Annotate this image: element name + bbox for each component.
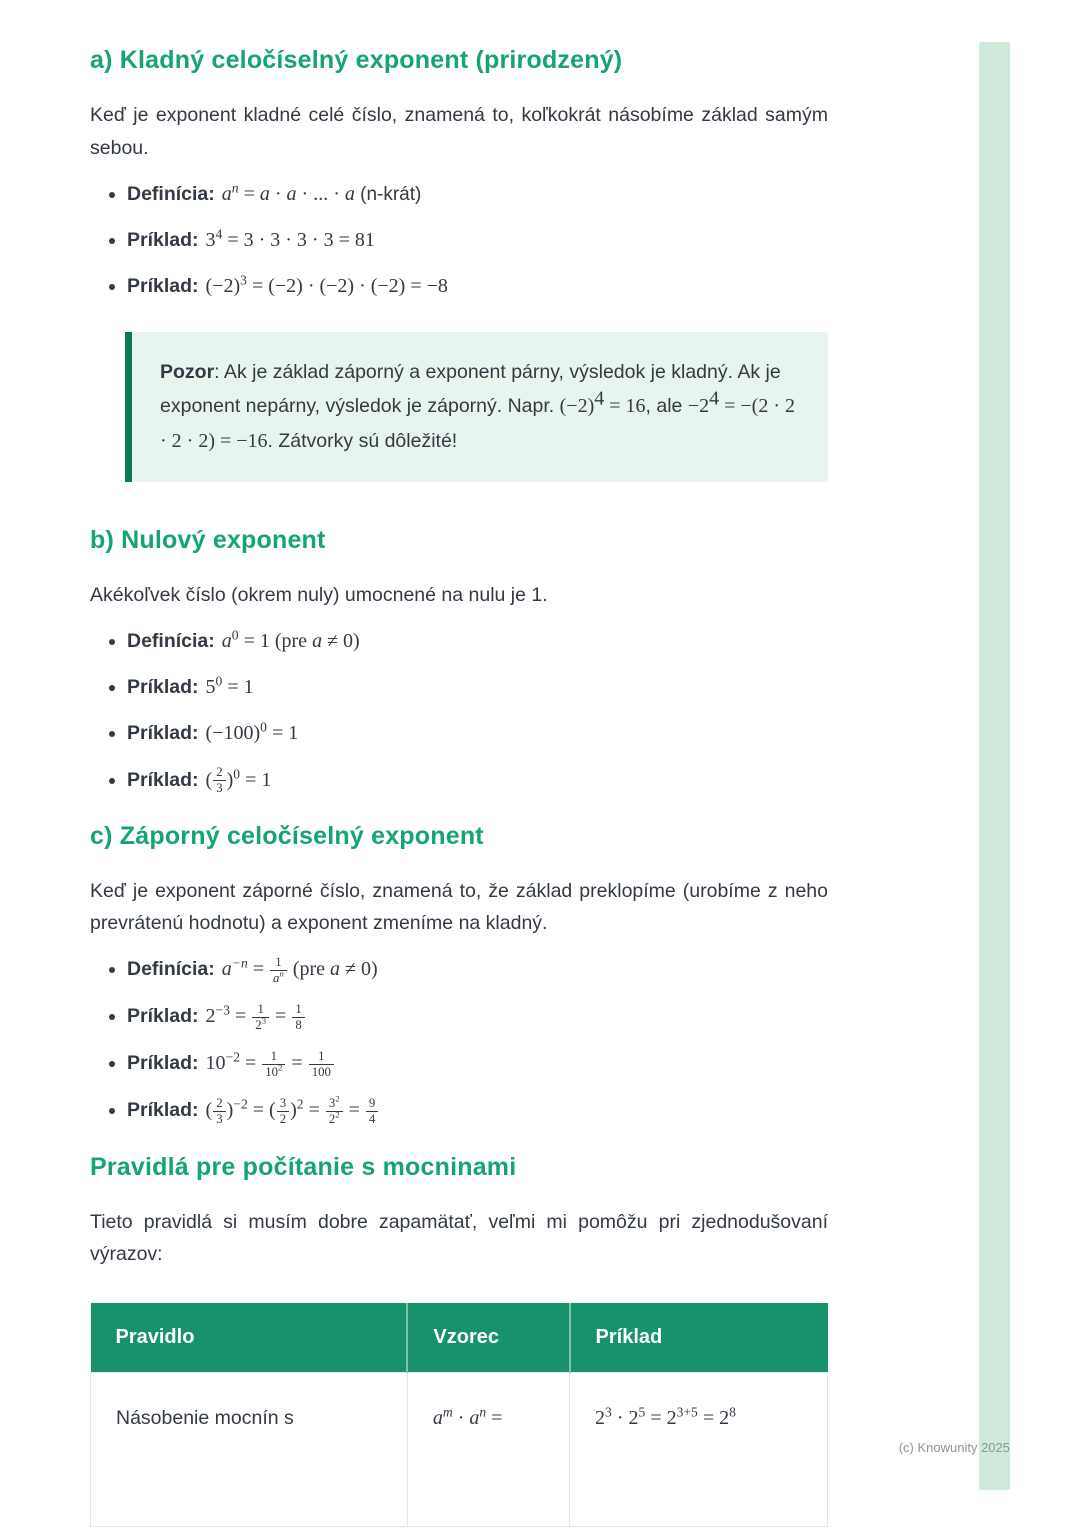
bullet-label: Príklad:: [127, 676, 199, 699]
table-row: [91, 1373, 828, 1527]
cell-math: $2^3 \cdot 2^5 = 2^{3+5} = 2^8$: [595, 1404, 736, 1430]
copyright-footer: (c) Knowunity 2025: [898, 1440, 1010, 1455]
column-header-vzorec: Vzorec: [407, 1303, 569, 1373]
callout-text: Pozor: Ak je základ záporný a exponent párny, výsledok je kladný. Ak je exponent nepárny, výsledok je záporný. Napr. $(-2)^4 = 16$, ale $-2^4 = -(2 \cdot 2 \cdot 2 \cdot 2) = -16$. Zátvorky sú dôležité!: [160, 360, 795, 452]
bullet-math: $(-2)^3 = (-2) \cdot (-2) \cdot (-2) = -8$: [205, 272, 448, 298]
section-c-bullet-list: [90, 954, 828, 1126]
section-b-heading: b) Nulový exponent: [90, 526, 326, 555]
cell-vzorec: [407, 1373, 569, 1527]
bullet-math: $5^0 = 1$: [205, 673, 254, 699]
bullet-math: $3^4 = 3 \cdot 3 \cdot 3 \cdot 3 = 81$: [205, 226, 375, 251]
list-item: [127, 271, 828, 301]
rules-intro: Tieto pravidlá si musím dobre zapamätať, veľmi mi pomôžu pri zjednodušovaní výrazov:: [90, 1210, 828, 1266]
bullet-math: $10^{-2}$ = $\frac{1}{10^2}$ = $\frac{1}{100}$: [206, 1052, 335, 1074]
section-b-bullet-list: [90, 626, 828, 796]
rules-heading: Pravidlá pre počítanie s mocninami: [90, 1152, 517, 1181]
bullet-math: $a^{-n}$ = $\frac{1}{a^n}$ (pre a ≠ 0): [221, 954, 378, 985]
bullet-label: Príklad:: [127, 1005, 199, 1028]
section-c-heading: c) Záporný celočíselný exponent: [90, 821, 484, 850]
bullet-math: $(-100)^0 = 1$: [205, 719, 299, 745]
warning-callout: [125, 332, 828, 483]
list-item: [127, 1095, 828, 1126]
bullet-label: Príklad:: [127, 1099, 199, 1122]
list-item: [127, 672, 828, 702]
section-a-heading: a) Kladný celočíselný exponent (prirodzený): [90, 46, 623, 74]
right-accent-bar: [979, 42, 1010, 1490]
bullet-math: $a^n = a \cdot a$ · ... · a (n-krát): [221, 179, 422, 205]
page-content: [90, 0, 828, 1527]
bullet-label: Príklad:: [127, 275, 199, 298]
list-item: [127, 765, 828, 796]
list-item: [127, 225, 828, 255]
section-b-intro: Akékoľvek číslo (okrem nuly) umocnené na nulu je 1.: [90, 584, 548, 607]
list-item: [127, 954, 828, 985]
cell-pravidlo: Násobenie mocnín s: [91, 1373, 408, 1527]
bullet-label: Príklad:: [127, 229, 199, 251]
list-item: [127, 718, 828, 748]
cell-math: $a^m \cdot a^n$ =: [432, 1404, 503, 1430]
list-item: [127, 626, 828, 656]
section-c-intro: Keď je exponent záporné číslo, znamená to, že základ preklopíme (urobíme z neho prevrátenú hodnotu) a exponent zmeníme na kladný.: [90, 879, 828, 935]
bullet-label: Definícia:: [127, 182, 215, 205]
list-item: [127, 179, 828, 210]
table-header-row: [91, 1303, 828, 1373]
bullet-math: ( $\frac{2}{3}$ )$^{-2}$ = ( $\frac{3}{2}$ )$^2$ = $\frac{3^2}{2^2}$ = $\frac{9}{4}$: [206, 1099, 380, 1121]
bullet-math: ( $\frac{2}{3}$ )$^0$ = 1: [205, 765, 272, 795]
section-a-intro: Keď je exponent kladné celé číslo, znamená to, koľkokrát násobíme základ samým sebou.: [90, 104, 828, 159]
rules-table: [90, 1303, 828, 1527]
column-header-priklad: Príklad: [570, 1303, 828, 1373]
bullet-label: Definícia:: [127, 629, 215, 652]
list-item: [127, 1048, 828, 1079]
bullet-math: $2^{-3}$ = $\frac{1}{2^3}$ = $\frac{1}{8}$: [206, 1005, 306, 1027]
bullet-label: Príklad:: [127, 1052, 199, 1075]
bullet-label: Definícia:: [127, 958, 215, 981]
section-a-bullet-list: [90, 179, 828, 302]
bullet-math: $a^0 = 1$ (pre a ≠ 0): [221, 627, 360, 652]
bullet-label: Príklad:: [127, 768, 199, 791]
bullet-label: Príklad:: [127, 722, 199, 745]
cell-priklad: [570, 1373, 828, 1527]
column-header-pravidlo: Pravidlo: [91, 1303, 408, 1373]
list-item: [127, 1001, 828, 1032]
